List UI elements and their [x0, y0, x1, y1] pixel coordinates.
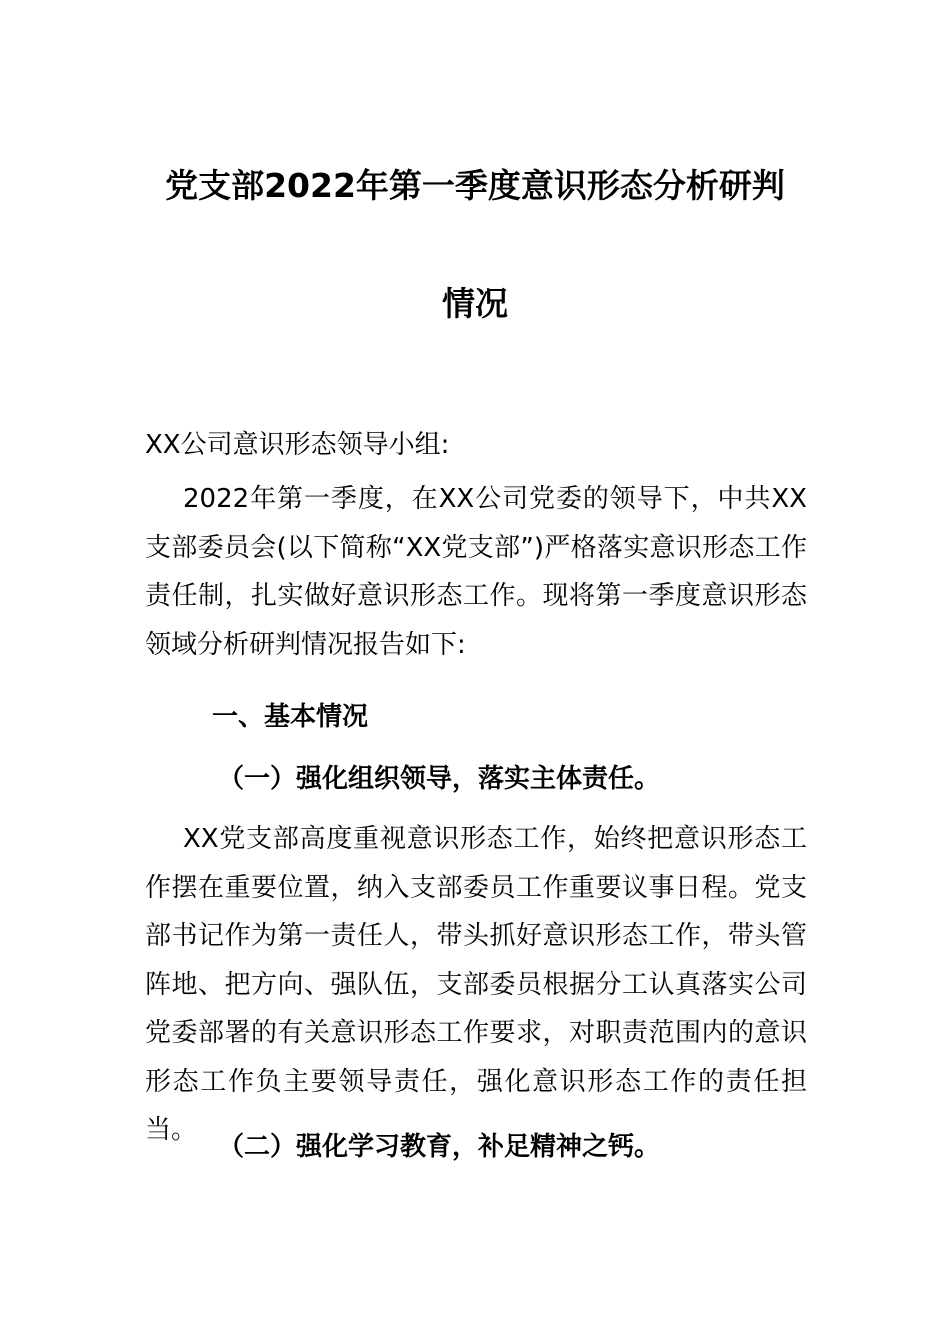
document-title-line-1: 党支部2022年第一季度意识形态分析研判 [165, 166, 785, 205]
document-title-line-2: 情况 [442, 284, 508, 323]
subsection-1-paragraph: XX党支部高度重视意识形态工作，始终把意识形态工作摆在重要位置，纳入支部委员工作重要议事日程。党支部书记作为第一责任人，带头抓好意识形态工作，带头管阵地、把方向、强队伍，支部委员根据分工认真落实公司党委部署的有关意识形态工作要求，对职责范围内的意识形态工作负主要领导责任，强化意识形态工作的责任担当。 [145, 824, 807, 1145]
intro-paragraph: 2022年第一季度，在XX公司党委的领导下，中共XX支部委员会(以下简称“XX党支部”)严格落实意识形态工作责任制，扎实做好意识形态工作。现将第一季度意识形态领域分析研判情况报告如下: [145, 484, 807, 660]
section-heading-basic-situation: 一、基本情况 [212, 702, 369, 732]
salutation: XX公司意识形态领导小组: [145, 430, 450, 460]
subsection-heading-organization: （一）强化组织领导，落实主体责任。 [218, 764, 661, 794]
subsection-heading-education: （二）强化学习教育，补足精神之钙。 [218, 1132, 661, 1162]
